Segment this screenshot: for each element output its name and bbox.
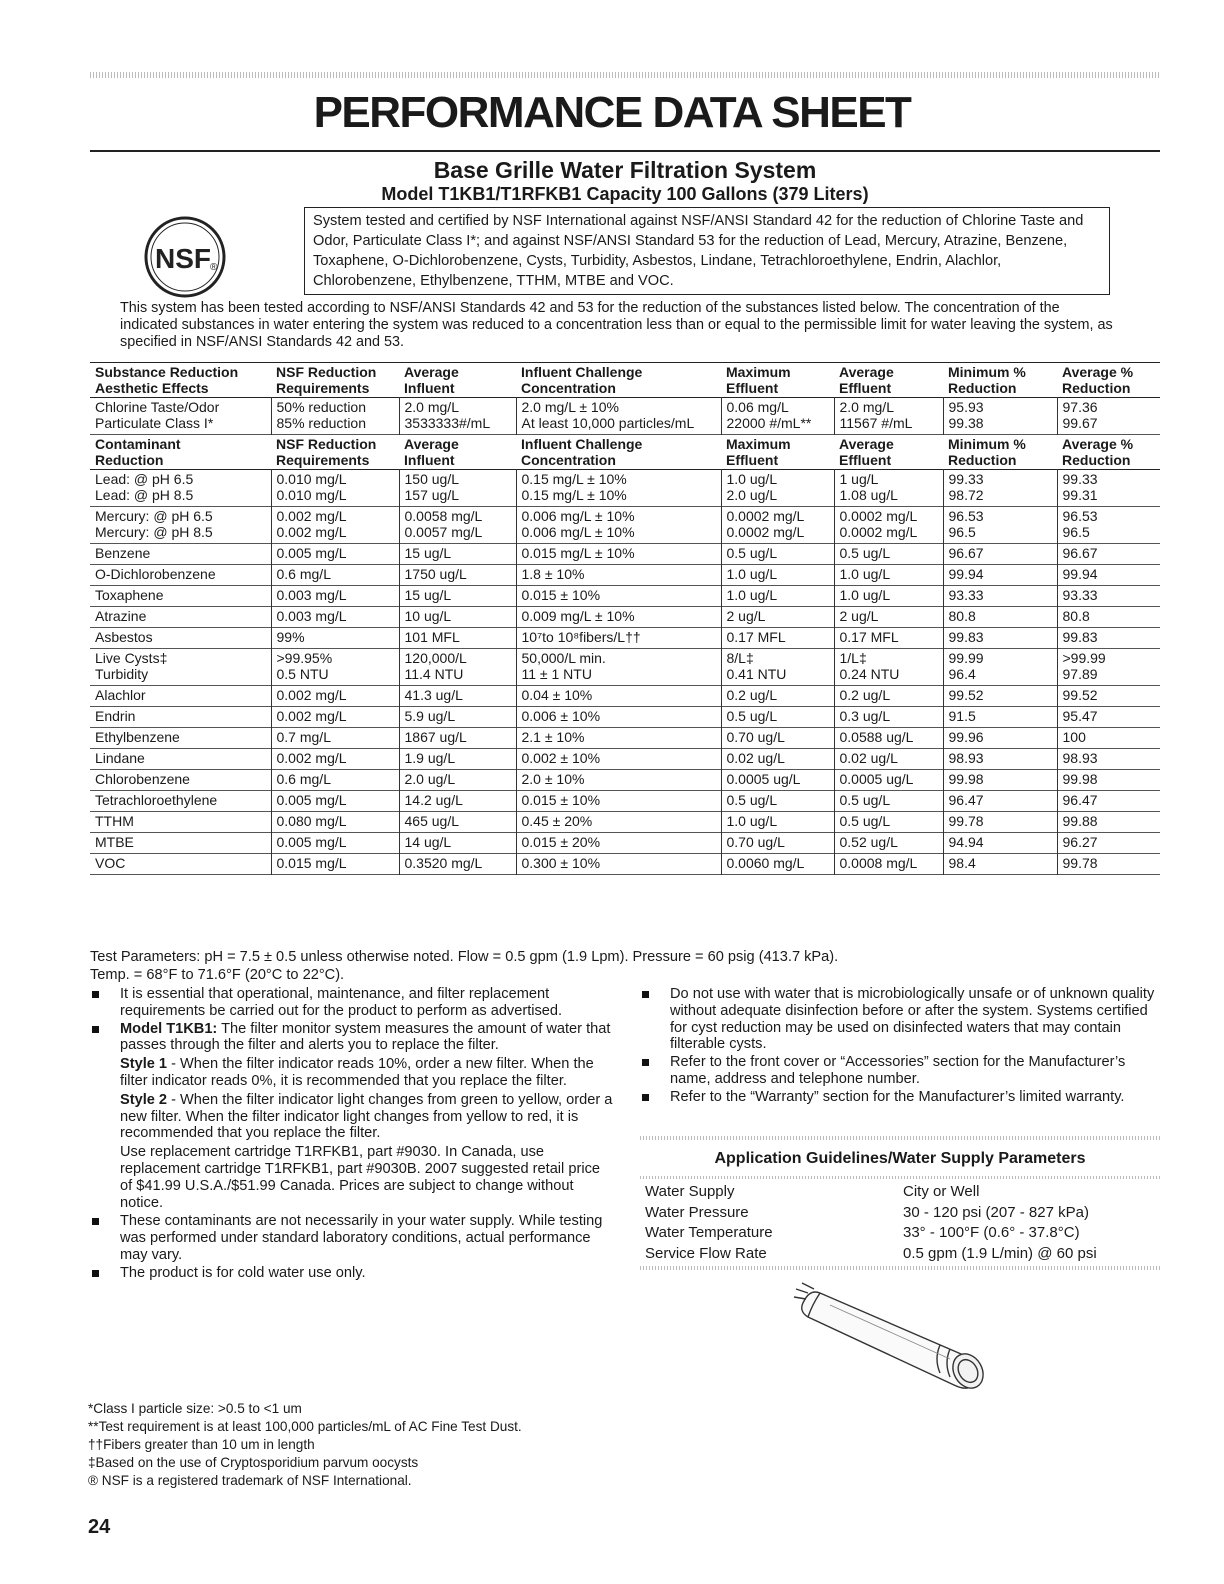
right-notes-column	[640, 986, 1160, 1107]
table-header-cell: Average Influent	[404, 364, 459, 396]
table-cell: 2.0 ug/L	[399, 770, 516, 791]
table-cell: >99.99 97.89	[1057, 649, 1160, 686]
table-cell: Tetrachloroethylene	[95, 792, 218, 808]
table-cell: 0.52 ug/L	[834, 833, 943, 854]
table-cell: 1.9 ug/L	[399, 749, 516, 770]
table-cell: 2.1 ± 10%	[516, 728, 721, 749]
model-capacity-line: Model T1KB1/T1RFKB1 Capacity 100 Gallons (379 Liters)	[381, 184, 869, 204]
style-1-text: - When the filter indicator reads 10%, order a new filter. When the filter indicator reads 0%, it is recommended that you replace the filter.	[120, 1056, 594, 1089]
table-row	[90, 649, 1160, 686]
table-cell: 150 ug/L 157 ug/L	[399, 470, 516, 507]
table-cell: 0.6 mg/L	[271, 770, 399, 791]
table-cell: 99.94	[943, 565, 1057, 586]
table-cell: 0.015 mg/L ± 10%	[516, 544, 721, 565]
table-cell: 41.3 ug/L	[399, 686, 516, 707]
table-cell: Atrazine	[95, 608, 147, 624]
table-row	[90, 628, 1160, 649]
table-row	[90, 791, 1160, 812]
table-cell: MTBE	[95, 834, 134, 850]
note-model-t1kb1	[90, 1021, 615, 1055]
test-parameters	[90, 948, 1160, 984]
table-row	[90, 854, 1160, 875]
table-cell: Toxaphene	[95, 587, 164, 603]
table-cell: 0.0008 mg/L	[834, 854, 943, 875]
table-cell: 14 ug/L	[399, 833, 516, 854]
table-header-cell: NSF Reduction Requirements	[276, 436, 377, 468]
table-cell: 1/L‡ 0.24 NTU	[834, 649, 943, 686]
table-cell: 0.010 mg/L 0.010 mg/L	[271, 470, 399, 507]
table-cell: 0.5 ug/L	[834, 791, 943, 812]
table-cell: VOC	[95, 855, 126, 871]
table-cell: 99.98	[943, 770, 1057, 791]
table-cell: 0.002 mg/L	[271, 749, 399, 770]
table-row	[90, 565, 1160, 586]
table-cell: 2.0 mg/L 11567 #/mL	[834, 398, 943, 435]
footnote-cysts: ‡Based on the use of Cryptosporidium parvum oocysts	[88, 1455, 419, 1470]
guideline-value: 0.5 gpm (1.9 L/min) @ 60 psi	[903, 1244, 1097, 1262]
table-cell: 0.6 mg/L	[271, 565, 399, 586]
table-cell: 0.17 MFL	[721, 628, 834, 649]
style-2-text: - When the filter indicator light changes from green to yellow, order a new filter. When the filter indicator light changes from yellow to red, it is recommended that you replace the filter.	[120, 1091, 613, 1142]
table-cell: 0.005 mg/L	[271, 833, 399, 854]
table-cell: 15 ug/L	[399, 586, 516, 607]
table-cell: Chlorine Taste/Odor Particulate Class I*	[95, 399, 220, 431]
guideline-value: 33° - 100°F (0.6° - 37.8°C)	[903, 1224, 1080, 1241]
table-cell: 10⁷to 10⁸fibers/L††	[516, 628, 721, 649]
table-cell: 98.93	[1057, 749, 1160, 770]
table-cell: 0.17 MFL	[834, 628, 943, 649]
footnote-test-requirement: **Test requirement is at least 100,000 particles/mL of AC Fine Test Dust.	[88, 1419, 522, 1434]
table-cell: 14.2 ug/L	[399, 791, 516, 812]
style-1-label: Style 1	[120, 1056, 168, 1073]
table-cell: 0.003 mg/L	[271, 586, 399, 607]
table-cell: Ethylbenzene	[95, 729, 180, 745]
table-header-cell: NSF Reduction Requirements	[276, 364, 377, 396]
table-row	[90, 398, 1160, 435]
table-cell: 0.70 ug/L	[721, 728, 834, 749]
table-cell: 10 ug/L	[399, 607, 516, 628]
table-cell: 2.0 ± 10%	[516, 770, 721, 791]
table-cell: 80.8	[1057, 607, 1160, 628]
table-cell: 0.2 ug/L	[834, 686, 943, 707]
table-header-cell: Minimum % Reduction	[948, 436, 1026, 468]
contaminant-header-row	[90, 435, 1160, 470]
table-cell: 0.002 mg/L 0.002 mg/L	[271, 507, 399, 544]
table-cell: 50% reduction 85% reduction	[271, 398, 399, 435]
table-cell: 0.002 mg/L	[271, 707, 399, 728]
table-cell: 50,000/L min. 11 ± 1 NTU	[516, 649, 721, 686]
table-row	[90, 707, 1160, 728]
table-cell: 1.0 ug/L	[721, 812, 834, 833]
table-cell: Chlorobenzene	[95, 771, 190, 787]
table-cell: >99.95% 0.5 NTU	[271, 649, 399, 686]
table-row	[90, 749, 1160, 770]
table-cell: 101 MFL	[399, 628, 516, 649]
table-cell: 99.83	[1057, 628, 1160, 649]
table-cell: TTHM	[95, 813, 134, 829]
table-cell: 2 ug/L	[834, 607, 943, 628]
guidelines-top-strip	[640, 1136, 1160, 1140]
table-cell: 96.47	[1057, 791, 1160, 812]
table-cell: 99.78	[943, 812, 1057, 833]
table-cell: 0.70 ug/L	[721, 833, 834, 854]
footnote-fibers: ††Fibers greater than 10 um in length	[88, 1437, 315, 1452]
table-cell: 0.45 ± 20%	[516, 812, 721, 833]
table-cell: 99.33 99.31	[1057, 470, 1160, 507]
guidelines-bottom-strip	[640, 1266, 1160, 1270]
table-cell: 2.0 mg/L ± 10% At least 10,000 particles/mL	[516, 398, 721, 435]
table-cell: 99.98	[1057, 770, 1160, 791]
table-cell: 0.009 mg/L ± 10%	[516, 607, 721, 628]
table-cell: 0.002 ± 10%	[516, 749, 721, 770]
table-cell: 0.003 mg/L	[271, 607, 399, 628]
table-cell: 0.7 mg/L	[271, 728, 399, 749]
table-cell: 95.93 99.38	[943, 398, 1057, 435]
table-cell: 0.0002 mg/L 0.0002 mg/L	[834, 507, 943, 544]
table-cell: 0.3520 mg/L	[399, 854, 516, 875]
model-text: The filter monitor system measures the amount of water that passes through the filter and alerts you to replace the filter.	[120, 1020, 611, 1054]
guideline-row	[640, 1223, 1160, 1244]
table-cell: Endrin	[95, 708, 136, 724]
table-header-cell: Average % Reduction	[1062, 364, 1134, 396]
table-cell: Benzene	[95, 545, 151, 561]
table-cell: Alachlor	[95, 687, 146, 703]
table-cell: 0.5 ug/L	[834, 812, 943, 833]
table-cell: 91.5	[943, 707, 1057, 728]
table-cell: 1.0 ug/L	[721, 565, 834, 586]
certification-box: System tested and certified by NSF International against NSF/ANSI Standard 42 for the reduction of Chlorine Taste and Odor, Particulate Class I*; and against NSF/ANSI Standard 53 for the reduction of Lead, Mercury, Atrazine, Benzene, Toxaphene, O-Dichlorobenzene, Cysts, Turbidity, Asbestos, Lindane, Tetrachloroethylene, Endrin, Alachlor, Chlorobenzene, Ethylbenzene, TTHM, MTBE and VOC.	[304, 207, 1110, 295]
table-cell: 0.002 mg/L	[271, 686, 399, 707]
table-cell: 0.006 ± 10%	[516, 707, 721, 728]
title-divider	[90, 150, 1160, 152]
table-header-cell: Influent Challenge Concentration	[521, 364, 643, 396]
guideline-value: City or Well	[903, 1183, 980, 1200]
table-cell: 0.005 mg/L	[271, 544, 399, 565]
style-2-note	[90, 1092, 615, 1142]
table-header-cell: Maximum Effluent	[726, 436, 791, 468]
table-cell: 1.0 ug/L 2.0 ug/L	[721, 470, 834, 507]
left-notes-column	[90, 986, 615, 1283]
footnotes	[88, 1400, 522, 1490]
nsf-logo-text: NSF	[155, 243, 211, 274]
aesthetic-header-row	[90, 363, 1160, 398]
table-cell: 95.47	[1057, 707, 1160, 728]
guideline-label: Water Supply	[645, 1183, 735, 1200]
table-row	[90, 833, 1160, 854]
table-cell: 96.53 96.5	[943, 507, 1057, 544]
table-cell: 0.15 mg/L ± 10% 0.15 mg/L ± 10%	[516, 470, 721, 507]
table-header-cell: Contaminant Reduction	[95, 436, 181, 468]
table-cell: 0.0005 ug/L	[721, 770, 834, 791]
table-cell: 99%	[271, 628, 399, 649]
note-cold-water: The product is for cold water use only.	[90, 1265, 615, 1282]
table-header-cell: Average Influent	[404, 436, 459, 468]
table-cell: Lindane	[95, 750, 145, 766]
table-cell: 80.8	[943, 607, 1057, 628]
table-row	[90, 686, 1160, 707]
table-cell: 0.015 ± 10%	[516, 791, 721, 812]
table-cell: 98.93	[943, 749, 1057, 770]
table-row	[90, 812, 1160, 833]
table-cell: 96.67	[943, 544, 1057, 565]
performance-table	[90, 362, 1160, 875]
nsf-registered-mark: ®	[210, 262, 218, 273]
table-cell: 1.0 ug/L	[721, 586, 834, 607]
table-cell: 99.88	[1057, 812, 1160, 833]
table-cell: 0.2 ug/L	[721, 686, 834, 707]
filter-cartridge-icon	[790, 1275, 1020, 1395]
table-cell: 1 ug/L 1.08 ug/L	[834, 470, 943, 507]
table-cell: 2.0 mg/L 3533333#/mL	[399, 398, 516, 435]
table-cell: 0.015 ± 20%	[516, 833, 721, 854]
table-cell: 1.0 ug/L	[834, 565, 943, 586]
table-cell: 96.27	[1057, 833, 1160, 854]
table-cell: O-Dichlorobenzene	[95, 566, 216, 582]
table-cell: 99.94	[1057, 565, 1160, 586]
guideline-label: Service Flow Rate	[645, 1244, 767, 1262]
table-cell: 0.0058 mg/L 0.0057 mg/L	[399, 507, 516, 544]
table-cell: 96.53 96.5	[1057, 507, 1160, 544]
table-cell: 0.0060 mg/L	[721, 854, 834, 875]
guideline-label: Water Temperature	[645, 1224, 773, 1241]
table-cell: 465 ug/L	[399, 812, 516, 833]
table-cell: 5.9 ug/L	[399, 707, 516, 728]
table-cell: 96.67	[1057, 544, 1160, 565]
guidelines-title: Application Guidelines/Water Supply Parameters	[714, 1150, 1086, 1167]
table-cell: Lead: @ pH 6.5 Lead: @ pH 8.5	[95, 471, 194, 503]
table-cell: 120,000/L 11.4 NTU	[399, 649, 516, 686]
note-contaminants: These contaminants are not necessarily in your water supply. While testing was performed under standard laboratory conditions, actual performance may vary.	[90, 1213, 615, 1263]
table-cell: 2 ug/L	[721, 607, 834, 628]
table-cell: 0.5 ug/L	[834, 544, 943, 565]
table-cell: 99.52	[1057, 686, 1160, 707]
table-cell: 94.94	[943, 833, 1057, 854]
table-cell: 1750 ug/L	[399, 565, 516, 586]
table-cell: 1.8 ± 10%	[516, 565, 721, 586]
intro-paragraph: This system has been tested according to NSF/ANSI Standards 42 and 53 for the reduction of the substances listed below. The concentration of the indicated substances in water entering the system was reduced to a concentration less than or equal to the permissible limit for water leaving the system, as specified in NSF/ANSI Standards 42 and 53.	[120, 300, 1113, 350]
table-cell: 99.99 96.4	[943, 649, 1057, 686]
table-cell: 99.96	[943, 728, 1057, 749]
table-cell: 0.006 mg/L ± 10% 0.006 mg/L ± 10%	[516, 507, 721, 544]
top-texture-strip	[90, 72, 1160, 78]
style-2-label: Style 2	[120, 1091, 168, 1108]
table-row	[90, 507, 1160, 544]
test-parameters-line-1: Test Parameters: pH = 7.5 ± 0.5 unless otherwise noted. Flow = 0.5 gpm (1.9 Lpm). Pressure = 60 psig (413.7 kPa).	[90, 949, 839, 965]
footnote-trademark: ® NSF is a registered trademark of NSF International.	[88, 1473, 412, 1488]
table-header-cell: Minimum % Reduction	[948, 364, 1026, 396]
guideline-row	[640, 1182, 1160, 1203]
application-guidelines	[640, 1136, 1160, 1270]
table-cell: 0.015 ± 10%	[516, 586, 721, 607]
page-title: PERFORMANCE DATA SHEET	[313, 88, 911, 137]
system-subtitle: Base Grille Water Filtration System	[433, 157, 817, 183]
table-cell: 99.78	[1057, 854, 1160, 875]
table-header-cell: Average Effluent	[839, 436, 894, 468]
table-header-cell: Maximum Effluent	[726, 364, 791, 396]
footnote-class-particle: *Class I particle size: >0.5 to <1 um	[88, 1401, 302, 1416]
table-cell: 98.4	[943, 854, 1057, 875]
table-cell: Mercury: @ pH 6.5 Mercury: @ pH 8.5	[95, 508, 213, 540]
table-cell: 99.83	[943, 628, 1057, 649]
table-header-cell: Average Effluent	[839, 364, 894, 396]
table-cell: 0.5 ug/L	[721, 791, 834, 812]
table-cell: 0.015 mg/L	[271, 854, 399, 875]
table-cell: 93.33	[1057, 586, 1160, 607]
guideline-row	[640, 1203, 1160, 1224]
table-cell: 99.52	[943, 686, 1057, 707]
table-cell: 0.06 mg/L 22000 #/mL**	[721, 398, 834, 435]
table-cell: 97.36 99.67	[1057, 398, 1160, 435]
table-cell: 1867 ug/L	[399, 728, 516, 749]
table-cell: 15 ug/L	[399, 544, 516, 565]
table-row	[90, 470, 1160, 507]
nsf-logo-icon	[143, 215, 227, 299]
table-cell: 8/L‡ 0.41 NTU	[721, 649, 834, 686]
table-header-cell: Average % Reduction	[1062, 436, 1134, 468]
table-row	[90, 728, 1160, 749]
table-cell: 1.0 ug/L	[834, 586, 943, 607]
table-cell: Asbestos	[95, 629, 153, 645]
test-parameters-line-2: Temp. = 68°F to 71.6°F (20°C to 22°C).	[90, 967, 345, 983]
note-accessories: Refer to the front cover or “Accessories” section for the Manufacturer’s name, address and telephone number.	[640, 1054, 1160, 1088]
table-cell: 96.47	[943, 791, 1057, 812]
note-warranty: Refer to the “Warranty” section for the Manufacturer’s limited warranty.	[640, 1089, 1160, 1106]
table-cell: 0.005 mg/L	[271, 791, 399, 812]
table-cell: 0.3 ug/L	[834, 707, 943, 728]
page-number: 24	[88, 1516, 111, 1538]
table-cell: 0.5 ug/L	[721, 544, 834, 565]
table-header-cell: Substance Reduction Aesthetic Effects	[95, 364, 239, 396]
table-cell: 0.080 mg/L	[271, 812, 399, 833]
table-cell: Live Cysts‡ Turbidity	[95, 650, 168, 682]
table-cell: 0.0005 ug/L	[834, 770, 943, 791]
table-row	[90, 586, 1160, 607]
guideline-value: 30 - 120 psi (207 - 827 kPa)	[903, 1203, 1089, 1221]
table-cell: 0.0002 mg/L 0.0002 mg/L	[721, 507, 834, 544]
table-cell: 93.33	[943, 586, 1057, 607]
style-1-note	[90, 1056, 615, 1090]
table-cell: 0.02 ug/L	[834, 749, 943, 770]
replacement-note: Use replacement cartridge T1RFKB1, part #9030. In Canada, use replacement cartridge T1RFKB1, part #9030B. 2007 suggested retail price of $41.99 U.S.A./$51.99 Canada. Prices are subject to change without notice.	[120, 1144, 600, 1211]
guidelines-title-strip	[640, 1176, 1160, 1179]
note-microbiological: Do not use with water that is microbiologically unsafe or of unknown quality without adequate disinfection before or after the system. Systems certified for cyst reduction may be used on disinfected waters that may contain filterable cysts.	[640, 986, 1160, 1053]
guideline-row	[640, 1244, 1160, 1265]
model-label: Model T1KB1:	[120, 1020, 218, 1037]
table-cell: 0.02 ug/L	[721, 749, 834, 770]
table-cell: 100	[1057, 728, 1160, 749]
guideline-label: Water Pressure	[645, 1203, 749, 1221]
table-row	[90, 607, 1160, 628]
table-header-cell: Influent Challenge Concentration	[521, 436, 643, 468]
table-cell: 99.33 98.72	[943, 470, 1057, 507]
table-row	[90, 770, 1160, 791]
table-cell: 0.0588 ug/L	[834, 728, 943, 749]
table-cell: 0.5 ug/L	[721, 707, 834, 728]
table-row	[90, 544, 1160, 565]
note-maintenance: It is essential that operational, maintenance, and filter replacement requirements be carried out for the product to perform as advertised.	[90, 986, 615, 1020]
table-cell: 0.300 ± 10%	[516, 854, 721, 875]
table-cell: 0.04 ± 10%	[516, 686, 721, 707]
